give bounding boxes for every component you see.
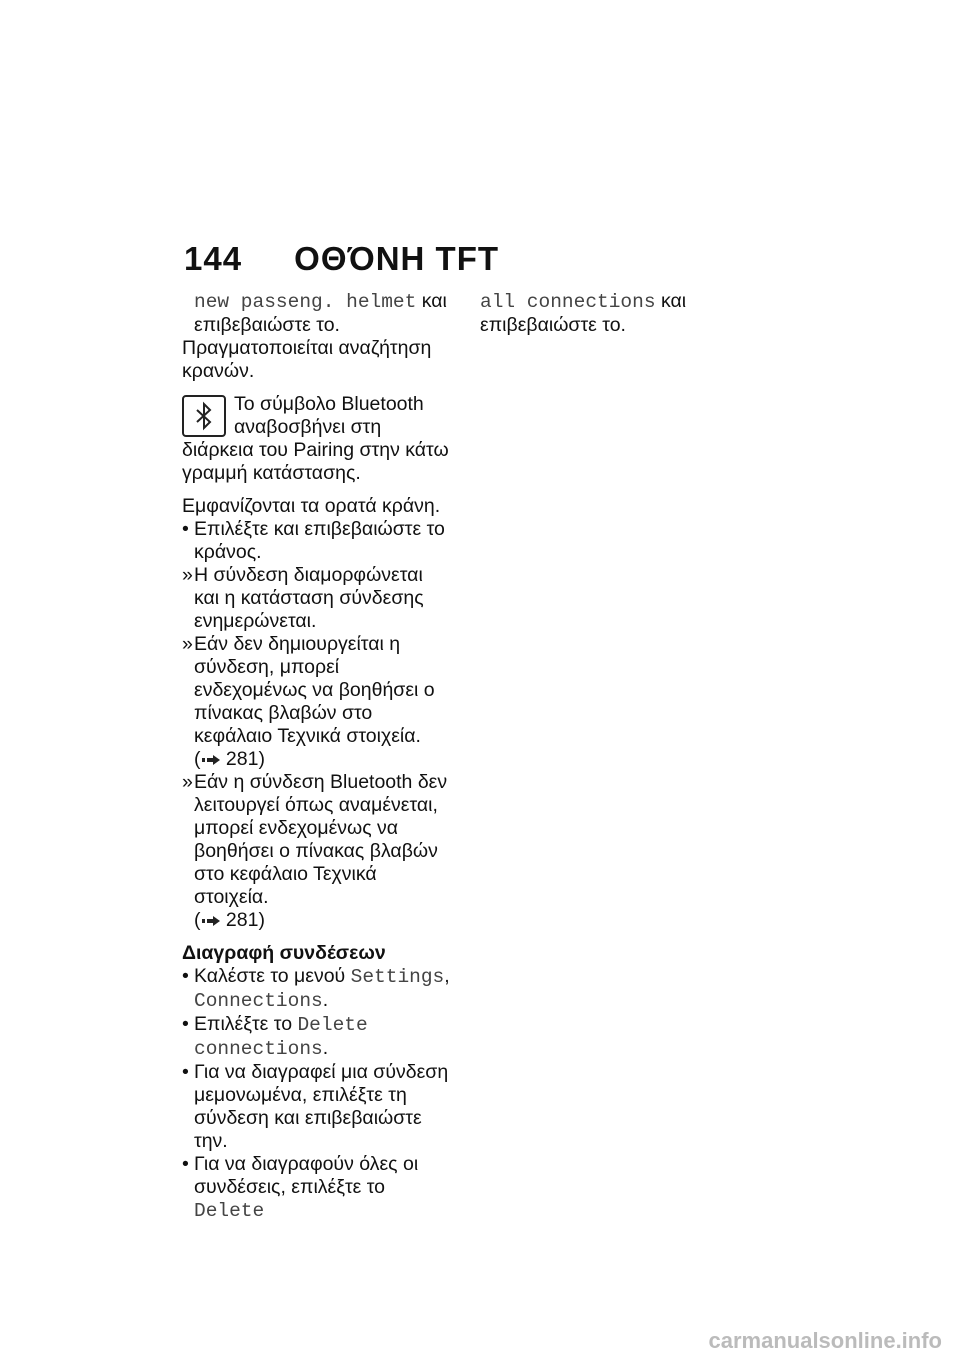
- paragraph-new-helmet: new passeng. helmet και επιβεβαιώστε το.: [194, 290, 447, 336]
- list-item: » Η σύνδεση διαμορφώνεται και η κατάσταση σύνδεσης ενημερώνεται.: [182, 564, 424, 632]
- list-item: • Επιλέξτε το Delete connections.: [182, 1013, 368, 1060]
- bluetooth-note: [182, 393, 452, 485]
- list-item: • Για να διαγραφούν όλες οι συνδέσεις, επιλέξτε το Delete: [182, 1153, 419, 1222]
- result-icon: »: [182, 771, 193, 793]
- page-number: 144: [184, 240, 243, 277]
- page-reference[interactable]: 281): [225, 748, 265, 770]
- page-reference[interactable]: 281): [225, 909, 265, 931]
- page-reference-arrow-icon: [201, 915, 221, 927]
- bullet-icon: •: [182, 1061, 189, 1083]
- paragraph-visible-helmets: Εμφανίζονται τα ορατά κράνη.: [182, 495, 441, 517]
- page-title: ΟΘΌΝΗ TFT: [294, 240, 500, 277]
- result-icon: »: [182, 564, 193, 586]
- menu-code: new passeng. helmet: [194, 291, 417, 313]
- bullet-icon: •: [182, 1153, 189, 1175]
- left-column: [182, 290, 452, 1223]
- bullet-icon: •: [182, 965, 189, 987]
- bullet-icon: •: [182, 1013, 189, 1035]
- page-header: [184, 240, 499, 278]
- list-item: • Για να διαγραφεί μια σύνδεση μεμονωμένα, επιλέξτε τη σύνδεση και επιβεβαιώστε την.: [182, 1061, 449, 1152]
- list-item: » Εάν δεν δημιουργείται η σύνδεση, μπορεί ενδεχομένως να βοηθήσει ο πίνακας βλαβών στο κεφάλαιο Τεχνικά στοιχεία. ( 281): [182, 633, 435, 770]
- list-item: • Καλέστε το μενού Settings, Connections.: [182, 965, 450, 1012]
- bullet-icon: •: [182, 518, 189, 540]
- bluetooth-icon: [182, 395, 226, 437]
- right-column: [480, 290, 740, 337]
- watermark: carmanualsonline.info: [708, 1328, 942, 1353]
- list-item: • Επιλέξτε και επιβεβαιώστε το κράνος.: [182, 518, 445, 563]
- paragraph-search: Πραγματοποιείται αναζήτηση κρανών.: [182, 337, 432, 382]
- paragraph-continuation: all connections και επιβεβαιώστε το.: [480, 290, 687, 336]
- result-icon: »: [182, 633, 193, 655]
- page-reference-arrow-icon: [201, 754, 221, 766]
- menu-code: all connections: [480, 291, 656, 313]
- section-heading: Διαγραφή συνδέσεων: [182, 942, 386, 964]
- list-item: » Εάν η σύνδεση Bluetooth δεν λειτουργεί όπως αναμένεται, μπορεί ενδεχομένως να βοηθήσει ο πίνακας βλαβών στο κεφάλαιο Τεχνικά στοιχεία. ( 281): [182, 771, 448, 931]
- bluetooth-note-text: Το σύμβολο Bluetooth αναβοσβήνει στη διάρκεια του Pairing στην κάτω γραμμή κατάστασης.: [182, 393, 449, 484]
